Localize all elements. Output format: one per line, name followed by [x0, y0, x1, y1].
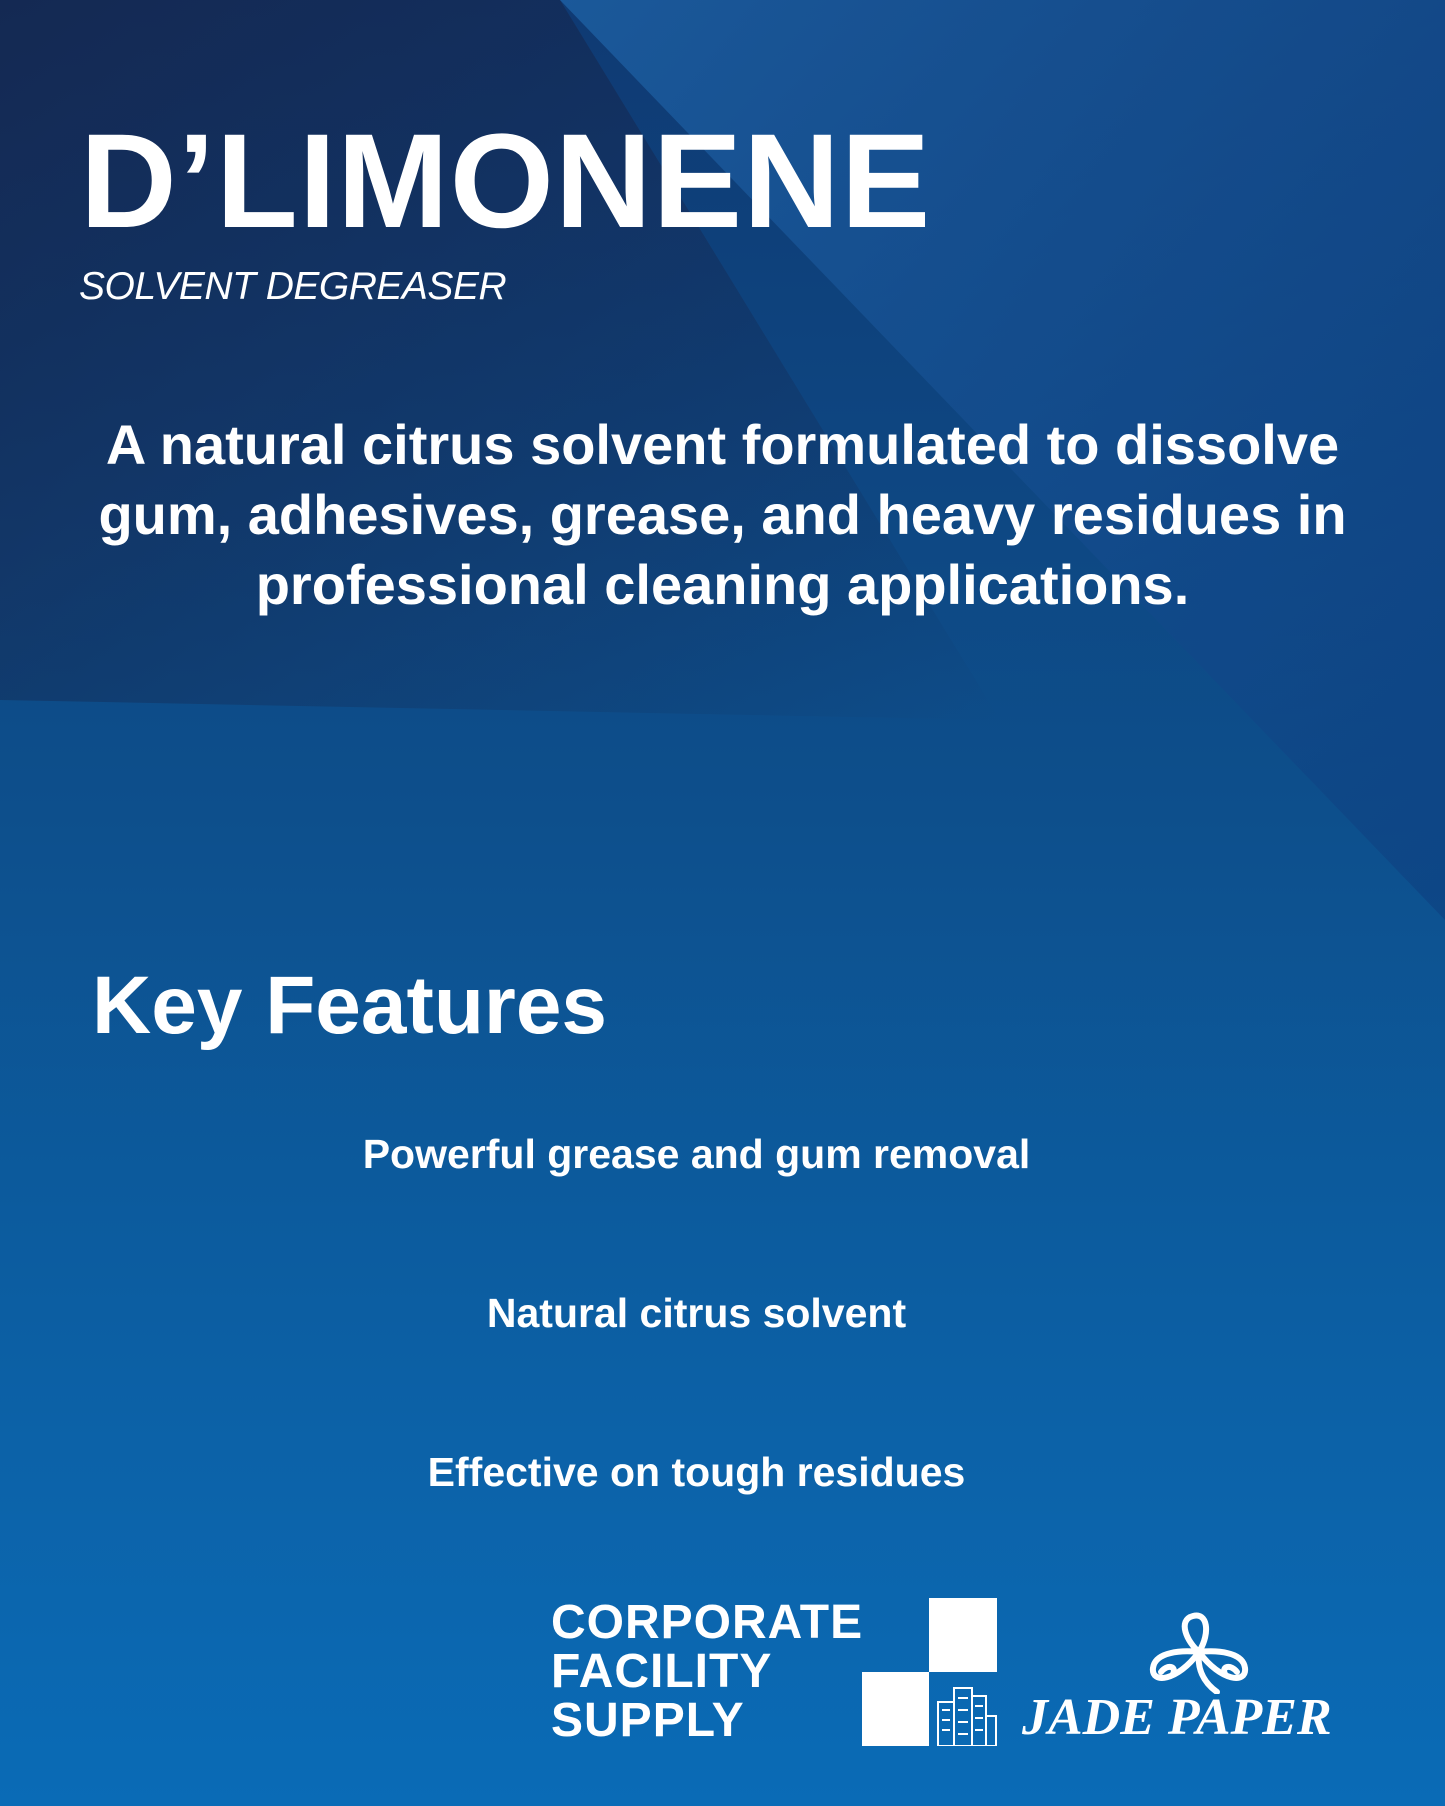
corporate-facility-supply-logo: [551, 1598, 997, 1746]
jade-paper-wordmark: JADE PAPER: [1022, 1689, 1332, 1746]
checkerboard-building-icon: [862, 1598, 997, 1746]
feature-item: Effective on tough residues: [427, 1449, 966, 1495]
cfs-wordmark: [551, 1598, 863, 1745]
feature-item: Powerful grease and gum removal: [362, 1131, 1031, 1177]
jade-paper-logo: [1022, 1612, 1377, 1752]
product-title: D’LIMONENE: [80, 107, 932, 256]
cfs-line-2: FACILITY: [551, 1645, 773, 1698]
key-features-heading: Key Features: [92, 960, 608, 1051]
product-subtitle: SOLVENT DEGREASER: [79, 265, 507, 308]
cfs-line-3: SUPPLY: [551, 1694, 745, 1747]
cfs-line-1: CORPORATE: [551, 1596, 864, 1649]
feature-item: Natural citrus solvent: [486, 1290, 907, 1336]
product-description: A natural citrus solvent formulated to dissolve gum, adhesives, grease, and heavy residues in professional cleaning applications.: [98, 413, 1347, 616]
shamrock-icon: [1137, 1612, 1262, 1694]
